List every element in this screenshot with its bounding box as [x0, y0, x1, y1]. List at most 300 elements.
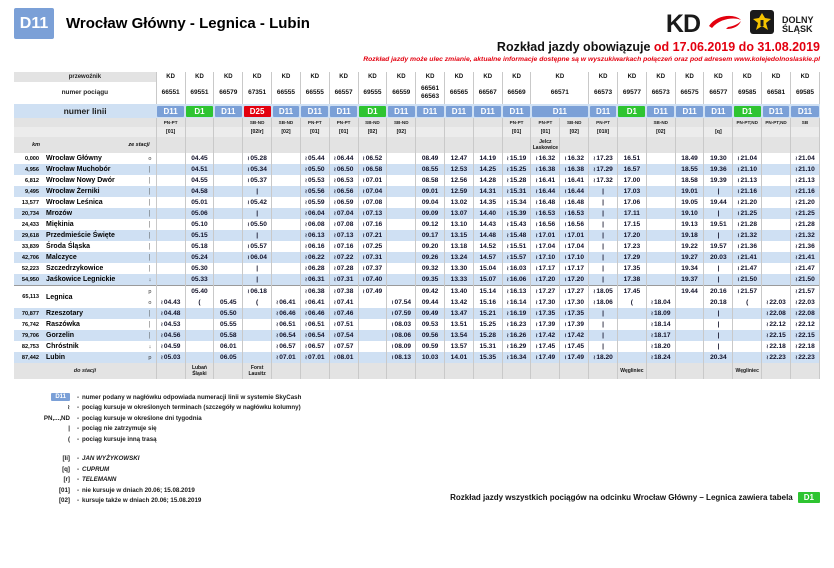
running-days: PN-PT — [531, 118, 560, 127]
time-cell: ≀06.54 — [272, 330, 301, 341]
time-cell: ≀21.25 — [733, 208, 762, 219]
restricted-mark: ≀ — [766, 299, 769, 306]
time-cell: 19.36 — [704, 164, 733, 175]
time-cell: 16.57 — [617, 164, 646, 175]
restricted-mark: ≀ — [737, 188, 740, 195]
time-cell: ≀17.42 — [531, 330, 560, 341]
notes-row-label — [14, 127, 156, 137]
time-cell: ≀07.31 — [329, 274, 358, 286]
calendar-note: [01] — [329, 127, 358, 137]
skip-mark: | — [717, 321, 720, 328]
time-cell: ≀05.37 — [243, 175, 272, 186]
time-cell: 05.06 — [185, 208, 214, 219]
restricted-mark: ≀ — [564, 232, 567, 239]
restricted-mark: ≀ — [766, 310, 769, 317]
restricted-mark: ≀ — [795, 166, 798, 173]
skip-mark: | — [602, 332, 604, 339]
time-cell — [214, 175, 243, 186]
time-cell: 18.55 — [675, 164, 704, 175]
line-badge: D11 — [474, 106, 501, 117]
legend-item: D11 - numer podany w nagłówku odpowiada numeracji linii w systemie SkyCash — [18, 392, 301, 403]
restricted-mark: ≀ — [535, 166, 538, 173]
time-cell — [646, 230, 675, 241]
skip-mark: | — [602, 321, 604, 328]
running-days: PN-PT;ND — [762, 118, 791, 127]
time-cell — [589, 241, 618, 252]
time-cell: ≀08.09 — [387, 341, 416, 352]
legend-item: | - pociąg nie zatrzymuje się — [18, 424, 301, 435]
time-cell — [272, 274, 301, 286]
restricted-mark: ≀ — [593, 288, 596, 295]
restricted-mark: ≀ — [391, 354, 394, 361]
restricted-mark: ≀ — [362, 188, 365, 195]
time-cell: 05.30 — [185, 263, 214, 274]
time-cell — [387, 208, 416, 219]
time-cell: ≀21.25 — [790, 208, 819, 219]
restricted-mark: ≀ — [362, 265, 365, 272]
time-cell: ≀07.31 — [358, 252, 387, 263]
origin-station — [416, 137, 445, 153]
time-cell — [185, 352, 214, 363]
restricted-mark: ≀ — [362, 210, 365, 217]
train-number: 69585 — [733, 82, 762, 104]
station-name: Szczedrzykowice — [46, 265, 104, 272]
line-badge: D11 — [503, 106, 530, 117]
restricted-mark: ≀ — [362, 232, 365, 239]
station-name: Jaśkowice Legnickie — [42, 274, 144, 286]
time-cell: 13.57 — [445, 341, 474, 352]
restricted-mark: ≀ — [795, 155, 798, 162]
time-cell: ≀06.53 — [329, 175, 358, 186]
time-cell: ≀17.20 — [560, 274, 589, 286]
time-cell: 15.21 — [473, 308, 502, 319]
restricted-mark: ≀ — [304, 199, 308, 206]
restricted-mark: ≀ — [333, 199, 336, 206]
restricted-mark: ≀ — [766, 332, 769, 339]
restricted-mark: ≀ — [535, 210, 538, 217]
restricted-mark: ≀ — [333, 276, 336, 283]
time-cell: 19.44 — [675, 286, 704, 298]
time-cell — [646, 153, 675, 164]
time-cell: ≀07.16 — [358, 219, 387, 230]
time-cell: ≀17.20 — [531, 274, 560, 286]
legend-symbol: [Ii] — [62, 455, 70, 463]
kd-logo: KD — [665, 10, 700, 38]
carrier-cell: KD — [243, 72, 272, 82]
time-cell — [156, 263, 185, 274]
carrier-cell: KD — [790, 72, 819, 82]
restricted-mark: ≀ — [276, 299, 279, 306]
time-cell — [358, 297, 387, 308]
time-cell — [156, 219, 185, 230]
time-cell: 17.35 — [617, 263, 646, 274]
time-cell: 15.25 — [473, 319, 502, 330]
station-km: 33,839 — [21, 243, 40, 250]
time-cell: ≀17.01 — [531, 230, 560, 241]
station-name: Mrozów — [42, 208, 144, 219]
time-cell: ≀07.01 — [272, 352, 301, 363]
time-cell: 05.15 — [185, 230, 214, 241]
restricted-mark: ≀ — [535, 321, 538, 328]
time-cell: ≀05.03 — [156, 352, 185, 363]
time-cell — [243, 308, 272, 319]
calendar-note: [02] — [646, 127, 675, 137]
calendar-note: [02] — [387, 127, 416, 137]
restricted-mark: ≀ — [304, 321, 308, 328]
train-number: 66555 — [300, 82, 329, 104]
time-cell: ≀17.42 — [560, 330, 589, 341]
origin-station — [762, 137, 791, 153]
station-km: 42,706 — [14, 252, 42, 263]
time-cell — [387, 219, 416, 230]
time-cell: ≀22.12 — [762, 319, 791, 330]
skip-mark: | — [602, 210, 604, 217]
time-cell: 14.28 — [473, 175, 502, 186]
time-cell: ≀07.37 — [358, 263, 387, 274]
restricted-mark: ≀ — [304, 299, 308, 306]
line-badge: D25 — [244, 106, 271, 117]
restricted-mark: ≀ — [391, 310, 394, 317]
restricted-mark: ≀ — [564, 343, 567, 350]
time-cell — [214, 241, 243, 252]
line-badge: D11 — [791, 106, 818, 117]
time-cell: 19.34 — [675, 263, 704, 274]
train-number: 66551 — [156, 82, 185, 104]
restricted-mark: ≀ — [535, 221, 538, 228]
time-cell: 14.19 — [473, 153, 502, 164]
line-badge-cell — [531, 104, 589, 118]
time-cell: ≀21.04 — [790, 153, 819, 164]
time-cell: 09.53 — [416, 319, 445, 330]
time-cell — [704, 330, 733, 341]
time-cell — [704, 230, 733, 241]
time-cell — [646, 175, 675, 186]
restricted-mark: ≀ — [535, 354, 538, 361]
restricted-mark: ≀ — [506, 254, 509, 261]
time-cell: ≀16.48 — [560, 197, 589, 208]
time-cell: 09.09 — [416, 208, 445, 219]
station-name: Malczyce — [42, 252, 144, 263]
time-cell: ≀16.44 — [560, 186, 589, 197]
time-cell: ≀16.44 — [531, 186, 560, 197]
time-cell: ≀06.13 — [300, 230, 329, 241]
time-cell — [733, 297, 762, 308]
restricted-mark: ≀ — [304, 265, 308, 272]
time-cell: ≀16.41 — [560, 175, 589, 186]
time-cell: ≀22.03 — [762, 297, 791, 308]
restricted-mark: ≀ — [160, 299, 163, 306]
other-route-mark: ( — [746, 299, 749, 306]
restricted-mark: ≀ — [795, 332, 798, 339]
station-name: Miękinia — [46, 221, 74, 228]
skip-mark: | — [717, 310, 720, 317]
footer-note — [450, 492, 820, 503]
time-cell: ≀17.30 — [560, 297, 589, 308]
time-cell: ≀06.50 — [329, 164, 358, 175]
time-cell: 15.14 — [473, 286, 502, 298]
time-cell — [272, 186, 301, 197]
time-cell — [704, 186, 733, 197]
calendar-note — [445, 127, 474, 137]
train-number-row-label: numer pociągu — [61, 89, 109, 96]
carrier-cell: KD — [185, 72, 214, 82]
time-cell: 09.56 — [416, 330, 445, 341]
destination-station — [790, 363, 819, 379]
time-cell: ≀22.18 — [790, 341, 819, 352]
time-cell: ≀16.23 — [502, 319, 531, 330]
legend-symbol: PN,...,ND — [43, 414, 70, 422]
legend-symbol: [q] — [62, 465, 70, 473]
legend-text: nie kursuje w dniach 20.06; 15.08.2019 — [82, 486, 195, 494]
time-cell — [675, 352, 704, 363]
time-cell — [646, 252, 675, 263]
footer-text: Rozkład jazdy wszystkich pociągów na odcinku Wrocław Główny – Legnica zawiera tabela — [450, 493, 793, 502]
time-cell: 13.51 — [445, 319, 474, 330]
restricted-mark: ≀ — [506, 155, 509, 162]
time-cell: ≀04.53 — [156, 319, 185, 330]
time-cell: 18.58 — [675, 175, 704, 186]
calendar-note — [617, 127, 646, 137]
train-number: 66557 — [329, 82, 358, 104]
restricted-mark: ≀ — [506, 188, 509, 195]
line-number-row-label: numer linii — [14, 104, 156, 118]
time-cell — [589, 308, 618, 319]
station-name: Wrocław Leśnica — [46, 199, 103, 206]
calendar-note — [733, 127, 762, 137]
time-cell: ≀18.20 — [646, 341, 675, 352]
dolny-slask-logo-text: DOLNY ŚLĄSK — [782, 14, 814, 34]
time-cell — [156, 164, 185, 175]
time-cell — [704, 263, 733, 274]
restricted-mark: ≀ — [276, 332, 279, 339]
line-badge: D11 — [273, 106, 300, 117]
line-badge: D11 — [446, 106, 473, 117]
time-cell: ≀16.29 — [502, 341, 531, 352]
restricted-mark: ≀ — [737, 243, 740, 250]
restricted-mark: ≀ — [247, 166, 250, 173]
time-cell — [156, 252, 185, 263]
line-badge-d11: D11 — [14, 8, 54, 39]
time-cell: 04.51 — [185, 164, 214, 175]
skip-mark: | — [717, 188, 720, 195]
skip-mark: | — [256, 188, 259, 195]
train-number: 66565 — [445, 82, 474, 104]
origin-station: Jelcz Laskowice — [532, 139, 559, 151]
restricted-mark: ≀ — [304, 354, 308, 361]
station-name: Środa Śląska — [46, 243, 90, 250]
skip-mark: | — [717, 232, 720, 239]
legend-text: pociąg kursuje w określone dni tygodnia — [82, 414, 202, 422]
line-badge-cell — [156, 104, 185, 118]
time-cell: 04.45 — [185, 153, 214, 164]
restricted-mark: ≀ — [506, 243, 509, 250]
station-km: 0,000 — [25, 155, 40, 162]
time-cell: 13.18 — [445, 241, 474, 252]
time-cell: 17.03 — [617, 186, 646, 197]
time-cell: 12.47 — [445, 153, 474, 164]
restricted-mark: ≀ — [304, 288, 308, 295]
restricted-mark: ≀ — [564, 354, 567, 361]
station-name: Wrocław Główny — [46, 155, 102, 162]
restricted-mark: ≀ — [506, 265, 509, 272]
time-cell: 13.42 — [445, 297, 474, 308]
calendar-note — [416, 127, 445, 137]
time-cell: ≀06.52 — [358, 153, 387, 164]
restricted-mark: ≀ — [333, 332, 336, 339]
restricted-mark: ≀ — [333, 210, 336, 217]
restricted-mark: ≀ — [506, 276, 509, 283]
time-cell — [762, 197, 791, 208]
station-km: 24,433 — [21, 221, 40, 228]
station-km: 76,742 — [21, 321, 40, 328]
destination-station — [531, 363, 560, 379]
time-cell: 09.44 — [416, 297, 445, 308]
destination-station — [502, 363, 531, 379]
time-cell: 13.30 — [445, 263, 474, 274]
legend-item: ( - pociąg kursuje inną trasą — [18, 434, 301, 445]
time-cell: ≀15.51 — [502, 241, 531, 252]
restricted-mark: ≀ — [247, 177, 250, 184]
time-cell: ≀04.59 — [156, 341, 185, 352]
legend-item: [q] - CUPRUM — [18, 464, 301, 475]
line-badge: D11 — [647, 106, 674, 117]
carrier-cell: KD — [272, 72, 301, 82]
restricted-mark: ≀ — [593, 166, 596, 173]
calendar-note — [214, 127, 243, 137]
restricted-mark: ≀ — [160, 310, 163, 317]
route-marker: o — [148, 299, 152, 306]
time-cell: ≀06.51 — [300, 319, 329, 330]
skip-mark: | — [602, 199, 604, 206]
restricted-mark: ≀ — [333, 265, 336, 272]
restricted-mark: ≀ — [535, 254, 538, 261]
time-cell: ≀22.23 — [790, 352, 819, 363]
line-badge-cell — [358, 104, 387, 118]
calendar-note: [02] — [358, 127, 387, 137]
origin-station — [243, 137, 272, 153]
legend-item: [01] - nie kursuje w dniach 20.06; 15.08.2019 — [18, 485, 301, 496]
time-cell: ≀17.17 — [531, 263, 560, 274]
legend-item: [Ii] - JAN WYŻYKOWSKI — [18, 454, 301, 465]
restricted-mark: ≀ — [506, 199, 509, 206]
running-days: SB-ND — [646, 118, 675, 127]
running-days: PN-PT;ND — [733, 118, 762, 127]
station-name: Raszówka — [46, 321, 80, 328]
time-cell — [387, 153, 416, 164]
time-cell — [646, 208, 675, 219]
restricted-mark: ≀ — [593, 177, 596, 184]
time-cell: 09.42 — [416, 286, 445, 298]
origin-station — [617, 137, 646, 153]
time-cell: 05.50 — [214, 308, 243, 319]
carrier-cell: KD — [502, 72, 531, 82]
time-cell: ≀07.46 — [329, 308, 358, 319]
station-name: Wrocław Muchobór — [42, 164, 144, 175]
carrier-cell: KD — [329, 72, 358, 82]
time-cell: 05.10 — [185, 219, 214, 230]
time-cell — [589, 252, 618, 263]
train-number: 69551 — [185, 82, 214, 104]
time-cell — [387, 263, 416, 274]
time-cell — [762, 153, 791, 164]
time-cell — [156, 197, 185, 208]
time-cell — [214, 197, 243, 208]
time-cell — [762, 208, 791, 219]
time-cell: ≀22.15 — [762, 330, 791, 341]
time-cell — [214, 230, 243, 241]
time-cell — [272, 153, 301, 164]
time-cell: ≀21.36 — [790, 241, 819, 252]
restricted-mark: ≀ — [304, 254, 308, 261]
restricted-mark: ≀ — [160, 354, 163, 361]
route-marker: ↓ — [144, 274, 156, 286]
carrier-cell: KD — [473, 72, 502, 82]
skip-mark: | — [717, 332, 720, 339]
time-cell — [358, 308, 387, 319]
restricted-mark: ≀ — [564, 321, 567, 328]
footer-line-badge-d1: D1 — [798, 492, 820, 503]
time-cell — [214, 286, 243, 298]
line-badge: D11 — [590, 106, 617, 117]
restricted-mark: ≀ — [564, 276, 567, 283]
time-cell: ≀17.35 — [560, 308, 589, 319]
time-cell: ≀17.32 — [589, 175, 618, 186]
restricted-mark: ≀ — [247, 254, 250, 261]
route-marker: ↓ — [148, 343, 152, 350]
restricted-mark: ≀ — [564, 288, 567, 295]
line-badge-cell — [502, 104, 531, 118]
time-cell: 19.30 — [704, 153, 733, 164]
time-cell: 14.57 — [473, 252, 502, 263]
restricted-mark: ≀ — [304, 188, 308, 195]
origin-station — [675, 137, 704, 153]
destination-station: Węgliniec — [733, 363, 762, 379]
train-number: 67351 — [243, 82, 272, 104]
time-cell: ≀21.28 — [733, 219, 762, 230]
legend-symbol: | — [68, 425, 70, 433]
calendar-note: [01] — [300, 127, 329, 137]
restricted-mark: ≀ — [795, 321, 798, 328]
days-row-label — [14, 118, 156, 127]
time-cell — [358, 341, 387, 352]
time-cell: ≀21.04 — [733, 153, 762, 164]
time-cell: 15.07 — [473, 274, 502, 286]
time-cell: ≀22.08 — [762, 308, 791, 319]
line-badge: D11 — [301, 106, 328, 117]
route-marker: │ — [148, 321, 152, 328]
time-cell: 19.13 — [675, 219, 704, 230]
time-cell: ≀07.04 — [358, 186, 387, 197]
line-badge-cell — [185, 104, 214, 118]
time-cell: 14.25 — [473, 164, 502, 175]
time-cell — [589, 219, 618, 230]
time-cell — [272, 197, 301, 208]
restricted-mark: ≀ — [362, 276, 365, 283]
time-cell — [646, 274, 675, 286]
time-cell: ≀05.53 — [300, 175, 329, 186]
restricted-mark: ≀ — [795, 177, 798, 184]
calendar-note — [185, 127, 214, 137]
legend-text: kursuje także w dniach 20.06; 15.08.2019 — [82, 497, 202, 505]
time-cell — [243, 230, 272, 241]
destination-station: Lubań Śląski — [185, 363, 214, 379]
time-cell: 20.03 — [704, 252, 733, 263]
restricted-mark: ≀ — [304, 310, 308, 317]
train-number: 66581 — [762, 82, 791, 104]
time-cell: ≀16.38 — [531, 164, 560, 175]
time-cell: ≀16.41 — [531, 175, 560, 186]
restricted-mark: ≀ — [362, 243, 365, 250]
